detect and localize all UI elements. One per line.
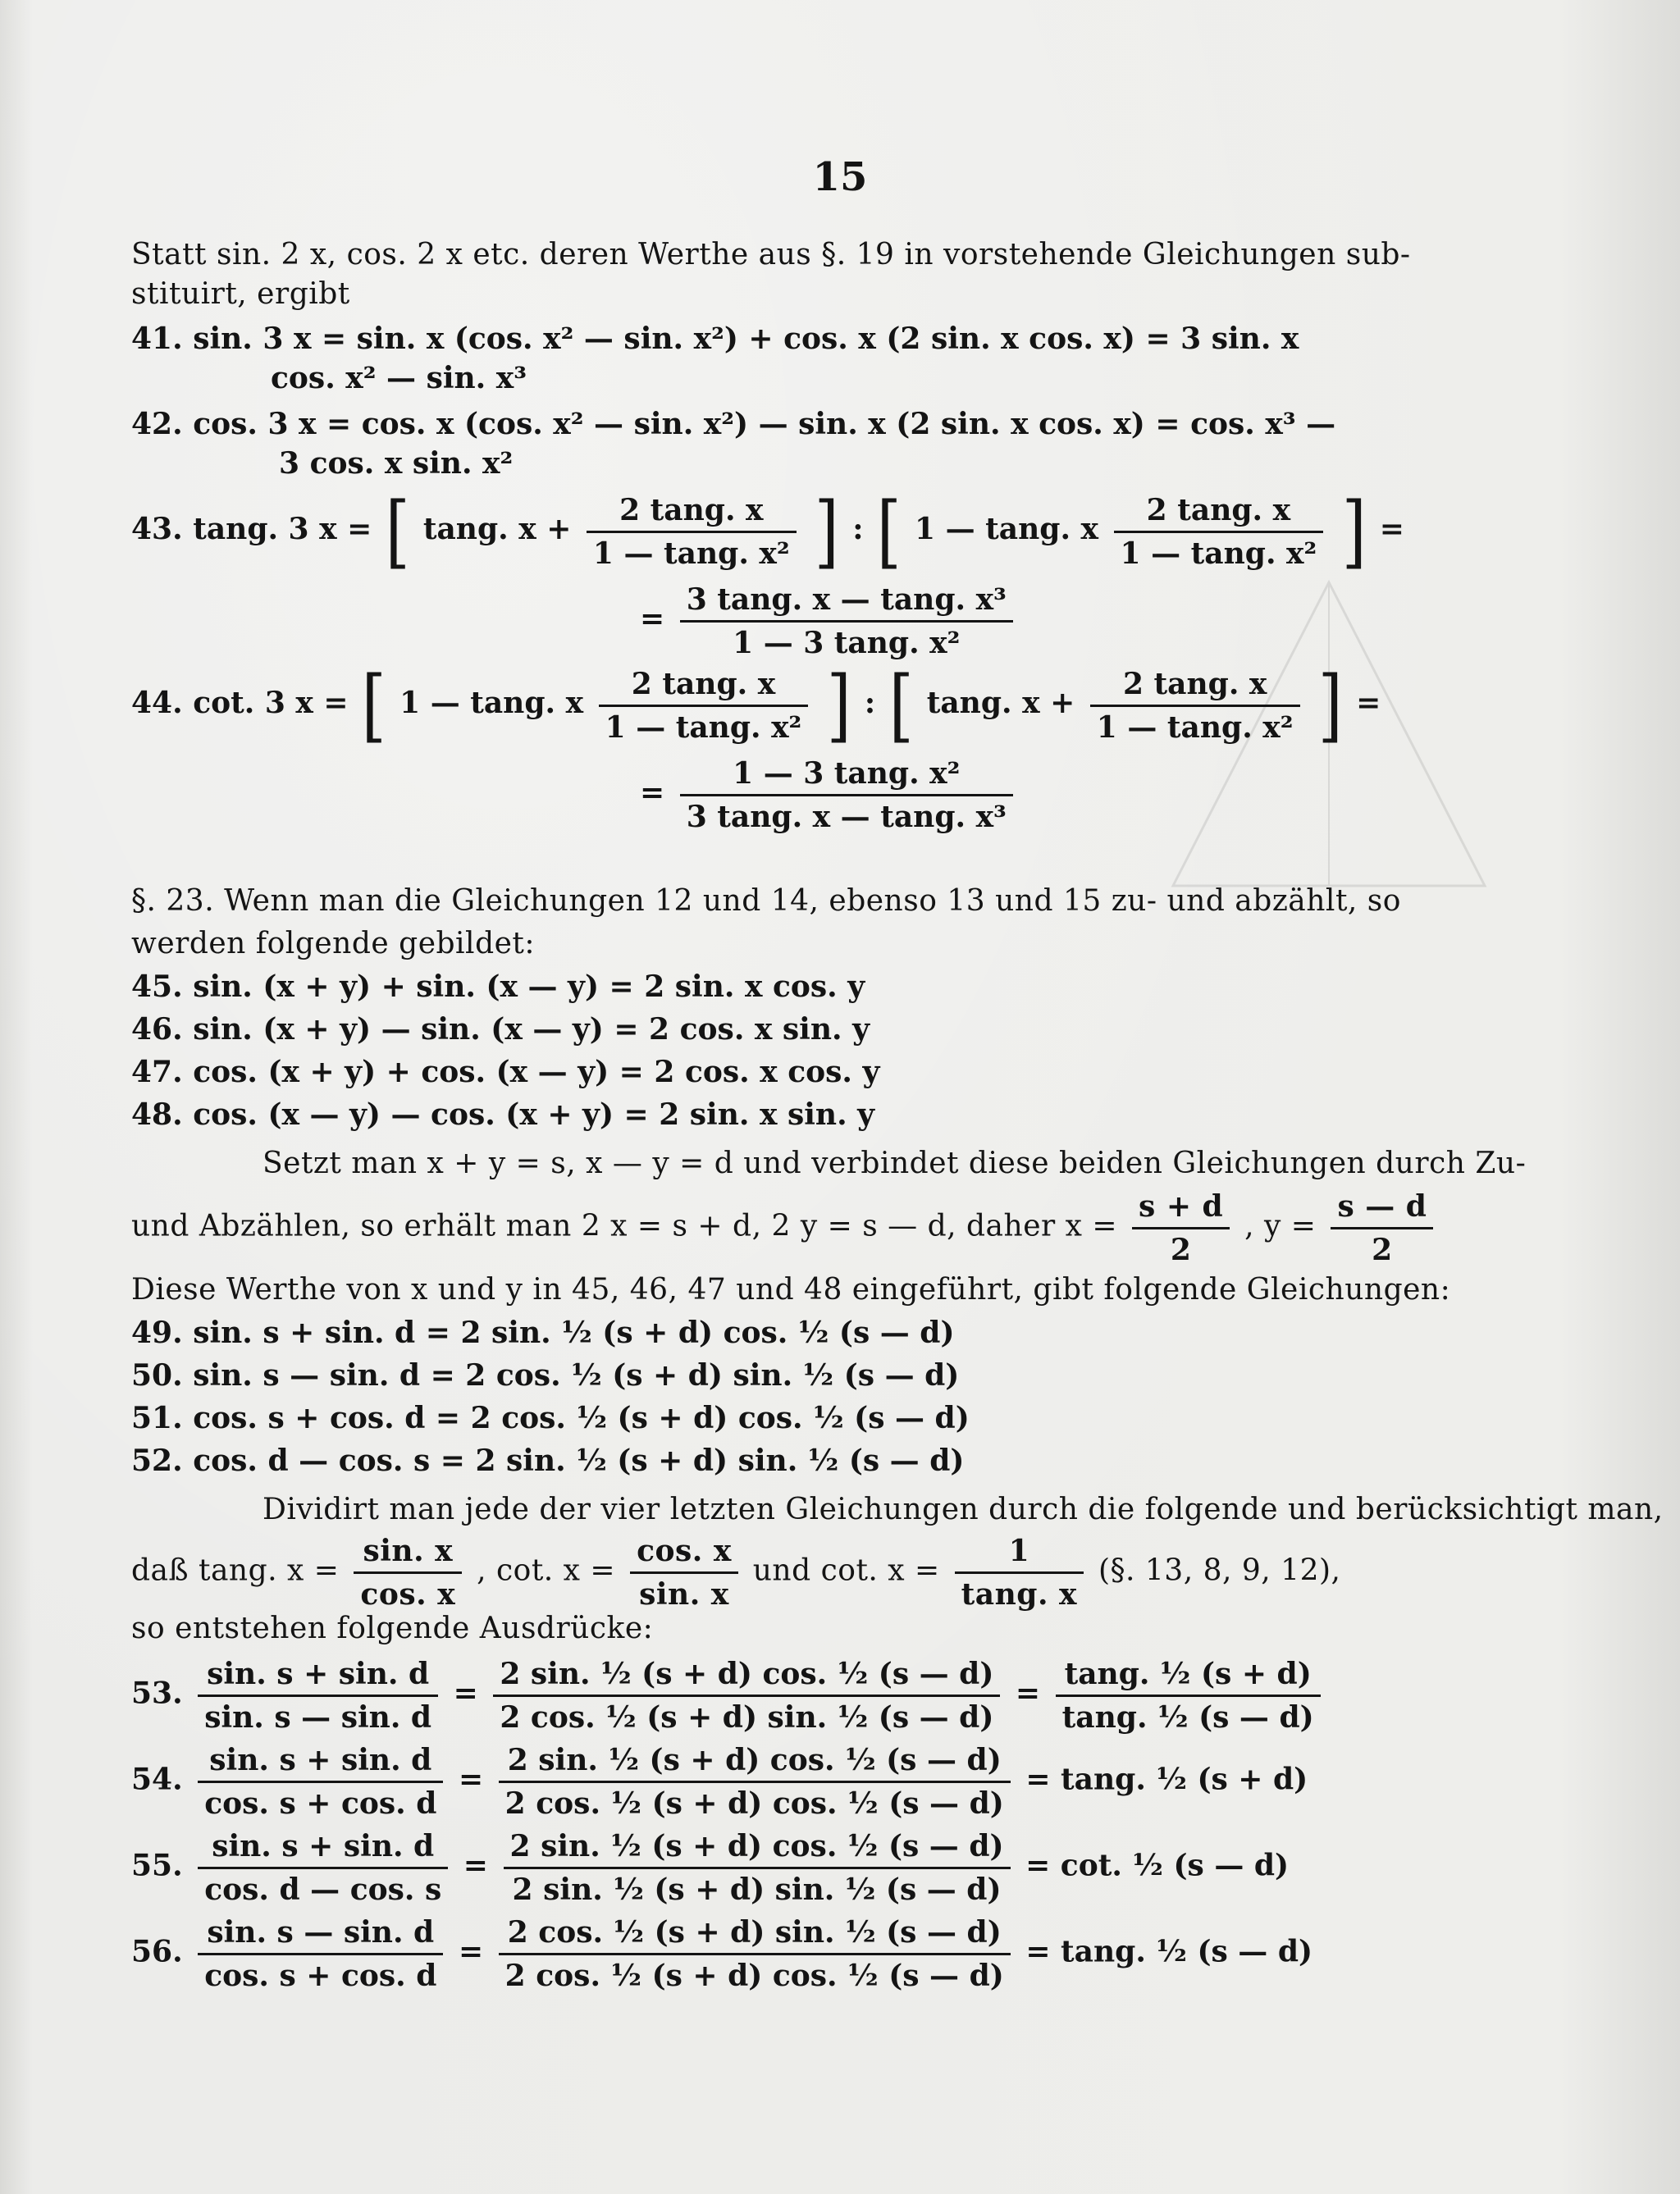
denominator: 1 — tang. x²: [1096, 709, 1294, 745]
equals-sign: =: [640, 775, 665, 810]
intro-line-2: stituirt, ergibt: [131, 277, 350, 311]
equation-42-line-2: 3 cos. x sin. x²: [279, 446, 514, 481]
numerator: 2 tang. x: [1114, 493, 1324, 533]
dividirt-text: und cot. x =: [752, 1553, 940, 1588]
denominator: cos. s + cos. d: [204, 1959, 437, 1993]
fraction: [504, 1829, 1011, 1907]
equation-47: [131, 1055, 1534, 1089]
numerator: sin. x: [354, 1534, 462, 1574]
numerator: tang. ½ (s + d): [1056, 1657, 1321, 1697]
setzt-text: , y =: [1244, 1209, 1317, 1243]
equation-44: [131, 659, 1534, 751]
intro-line-1: Statt sin. 2 x, cos. 2 x etc. deren Werthe aus §. 19 in vorstehende Gleichungen sub-: [131, 238, 1411, 271]
numerator: cos. x: [630, 1534, 738, 1574]
equation-43-lhs: tang. 3 x =: [193, 512, 372, 546]
setzt-text: und Abzählen, so erhält man 2 x = s + d, 2 y = s — d, daher x =: [131, 1209, 1118, 1243]
equation-42: [131, 407, 1534, 441]
equation-51: [131, 1401, 1534, 1435]
equation-number: 49.: [131, 1316, 183, 1350]
fraction: [1090, 667, 1300, 745]
numerator: 2 sin. ½ (s + d) cos. ½ (s — d): [493, 1657, 1000, 1697]
denominator: 1 — tang. x²: [592, 536, 790, 571]
numerator: 2 tang. x: [1090, 667, 1300, 707]
fraction: [499, 1915, 1011, 1993]
denominator: 2 cos. ½ (s + d) cos. ½ (s — d): [504, 1786, 1004, 1821]
fraction: [1132, 1189, 1230, 1267]
equation-number: 54.: [131, 1762, 183, 1797]
equals-sign: =: [453, 1676, 478, 1711]
equation-result: = tang. ½ (s + d): [1025, 1762, 1308, 1797]
right-bracket: ]: [814, 486, 839, 577]
equation-number: 46.: [131, 1012, 183, 1047]
equation-44-term: 1 — tang. x: [399, 686, 584, 720]
equation-45: [131, 969, 1534, 1004]
equation-text: sin. (x + y) + sin. (x — y) = 2 sin. x cos. y: [193, 969, 865, 1004]
denominator: sin. s — sin. d: [204, 1700, 432, 1735]
numerator: sin. s + sin. d: [198, 1743, 443, 1783]
numerator: 1 — 3 tang. x²: [680, 756, 1013, 796]
equation-text: cos. d — cos. s = 2 sin. ½ (s + d) sin. ½ (s — d): [193, 1444, 965, 1478]
equation-number: 47.: [131, 1055, 183, 1089]
equation-text: sin. (x + y) — sin. (x — y) = 2 cos. x sin. y: [193, 1012, 870, 1047]
equation-number: 50.: [131, 1358, 183, 1393]
equation-text: cos. s + cos. d = 2 cos. ½ (s + d) cos. ½ (s — d): [193, 1401, 970, 1435]
fraction: [354, 1534, 462, 1612]
equals-sign: =: [458, 1762, 484, 1797]
equation-result: = cot. ½ (s — d): [1025, 1848, 1290, 1883]
numerator: sin. s + sin. d: [198, 1657, 438, 1697]
denominator: 1 — tang. x²: [1120, 536, 1317, 571]
left-bracket: [: [888, 659, 914, 751]
numerator: sin. s — sin. d: [198, 1915, 443, 1955]
numerator: s + d: [1132, 1189, 1230, 1229]
fraction: [1331, 1189, 1433, 1267]
fraction: [493, 1657, 1000, 1735]
equals-sign: =: [640, 601, 665, 636]
denominator: 2: [1170, 1233, 1192, 1267]
numerator: 2 tang. x: [587, 493, 797, 533]
dividirt-line-1: Dividirt man jede der vier letzten Gleichungen durch die folgende und berücksichtigt man,: [262, 1493, 1664, 1526]
equation-text: sin. s — sin. d = 2 cos. ½ (s + d) sin. ½ (s — d): [193, 1358, 960, 1393]
denominator: 1 — tang. x²: [605, 709, 802, 745]
fraction: [198, 1915, 443, 1993]
setzt-line-1: Setzt man x + y = s, x — y = d und verbindet diese beiden Gleichungen durch Zu-: [262, 1147, 1527, 1180]
numerator: 2 tang. x: [599, 667, 809, 707]
equation-53: [131, 1657, 1534, 1735]
dividirt-text: daß tang. x =: [131, 1553, 340, 1588]
equals-sign: =: [458, 1934, 484, 1969]
numerator: 2 sin. ½ (s + d) cos. ½ (s — d): [499, 1743, 1011, 1783]
equals-sign: =: [1379, 512, 1404, 546]
fraction: [499, 1743, 1011, 1821]
equation-42-line-1: cos. 3 x = cos. x (cos. x² — sin. x²) — sin. x (2 sin. x cos. x) = cos. x³ —: [193, 407, 1336, 441]
fraction: [630, 1534, 738, 1612]
equation-44-term: tang. x +: [926, 686, 1075, 720]
numerator: 1: [955, 1534, 1084, 1574]
right-bracket: ]: [826, 659, 851, 751]
equation-55: [131, 1829, 1534, 1907]
fraction: [680, 756, 1013, 834]
denominator: 3 tang. x — tang. x³: [686, 800, 1007, 834]
dividirt-reference: (§. 13, 8, 9, 12),: [1098, 1553, 1341, 1588]
fraction: [198, 1657, 438, 1735]
section-23-line-1: §. 23. Wenn man die Gleichungen 12 und 14, ebenso 13 und 15 zu- und abzählt, so: [131, 884, 1401, 918]
fraction: [680, 582, 1013, 660]
denominator: 2 sin. ½ (s + d) sin. ½ (s — d): [512, 1872, 1002, 1907]
colon: :: [852, 512, 864, 546]
equation-number: 41.: [131, 322, 183, 356]
fraction: [1114, 493, 1324, 571]
equation-text: cos. (x — y) — cos. (x + y) = 2 sin. x sin. y: [193, 1097, 875, 1132]
equation-41: [131, 322, 1534, 356]
equation-number: 48.: [131, 1097, 183, 1132]
page-number: 15: [812, 154, 868, 200]
equation-43: [131, 486, 1534, 577]
fraction: [1056, 1657, 1321, 1735]
equation-number: 55.: [131, 1848, 183, 1883]
left-bracket: [: [361, 659, 386, 751]
numerator: 2 sin. ½ (s + d) cos. ½ (s — d): [504, 1829, 1011, 1869]
fraction: [955, 1534, 1084, 1612]
denominator: cos. d — cos. s: [204, 1872, 442, 1907]
equation-50: [131, 1358, 1534, 1393]
equation-41-line-1: sin. 3 x = sin. x (cos. x² — sin. x²) + cos. x (2 sin. x cos. x) = 3 sin. x: [193, 322, 1299, 356]
equation-number: 56.: [131, 1934, 183, 1969]
equation-number: 52.: [131, 1444, 183, 1478]
denominator: tang. x: [961, 1577, 1078, 1612]
equation-49: [131, 1316, 1534, 1350]
numerator: 2 cos. ½ (s + d) sin. ½ (s — d): [499, 1915, 1011, 1955]
diese-line: Diese Werthe von x und y in 45, 46, 47 und 48 eingeführt, gibt folgende Gleichungen:: [131, 1273, 1451, 1307]
equation-result: = tang. ½ (s — d): [1025, 1934, 1313, 1969]
equation-number: 44.: [131, 686, 183, 720]
fraction: [587, 493, 797, 571]
equation-43-result: [640, 582, 1680, 660]
equation-44-lhs: cot. 3 x =: [193, 686, 349, 720]
denominator: sin. x: [639, 1577, 729, 1612]
fraction: [198, 1743, 443, 1821]
equation-text: cos. (x + y) + cos. (x — y) = 2 cos. x cos. y: [193, 1055, 880, 1089]
equation-56: [131, 1915, 1534, 1993]
denominator: 2 cos. ½ (s + d) sin. ½ (s — d): [500, 1700, 994, 1735]
dividirt-text: , cot. x =: [477, 1553, 616, 1588]
equation-43-term: 1 — tang. x: [915, 512, 1098, 546]
equation-number: 43.: [131, 512, 183, 546]
denominator: tang. ½ (s — d): [1061, 1700, 1314, 1735]
equation-43-term: tang. x +: [422, 512, 572, 546]
denominator: 1 — 3 tang. x²: [733, 626, 961, 660]
equation-54: [131, 1743, 1534, 1821]
colon: :: [864, 686, 876, 720]
left-bracket: [: [876, 486, 902, 577]
fraction: [198, 1829, 448, 1907]
denominator: cos. s + cos. d: [204, 1786, 437, 1821]
setzt-line-2: [131, 1189, 1534, 1267]
right-bracket: ]: [1317, 659, 1343, 751]
dividirt-line-3: so entstehen folgende Ausdrücke:: [131, 1612, 654, 1645]
right-bracket: ]: [1341, 486, 1367, 577]
numerator: 3 tang. x — tang. x³: [680, 582, 1013, 623]
numerator: sin. s + sin. d: [198, 1829, 448, 1869]
equation-41-line-2: cos. x² — sin. x³: [271, 361, 527, 395]
equals-sign: =: [1015, 1676, 1041, 1711]
equation-number: 42.: [131, 407, 183, 441]
equation-52: [131, 1444, 1534, 1478]
denominator: cos. x: [360, 1577, 456, 1612]
equation-48: [131, 1097, 1534, 1132]
equation-text: sin. s + sin. d = 2 sin. ½ (s + d) cos. ½ (s — d): [193, 1316, 955, 1350]
section-23-line-2: werden folgende gebildet:: [131, 927, 536, 960]
equation-number: 53.: [131, 1676, 183, 1711]
equation-number: 45.: [131, 969, 183, 1004]
denominator: 2 cos. ½ (s + d) cos. ½ (s — d): [504, 1959, 1004, 1993]
equation-number: 51.: [131, 1401, 183, 1435]
fraction: [599, 667, 809, 745]
equation-44-result: [640, 756, 1680, 834]
equation-46: [131, 1012, 1534, 1047]
denominator: 2: [1372, 1233, 1393, 1267]
equals-sign: =: [463, 1848, 488, 1883]
dividirt-line-2: [131, 1534, 1534, 1612]
numerator: s — d: [1331, 1189, 1433, 1229]
left-bracket: [: [385, 486, 410, 577]
equals-sign: =: [1356, 686, 1381, 720]
